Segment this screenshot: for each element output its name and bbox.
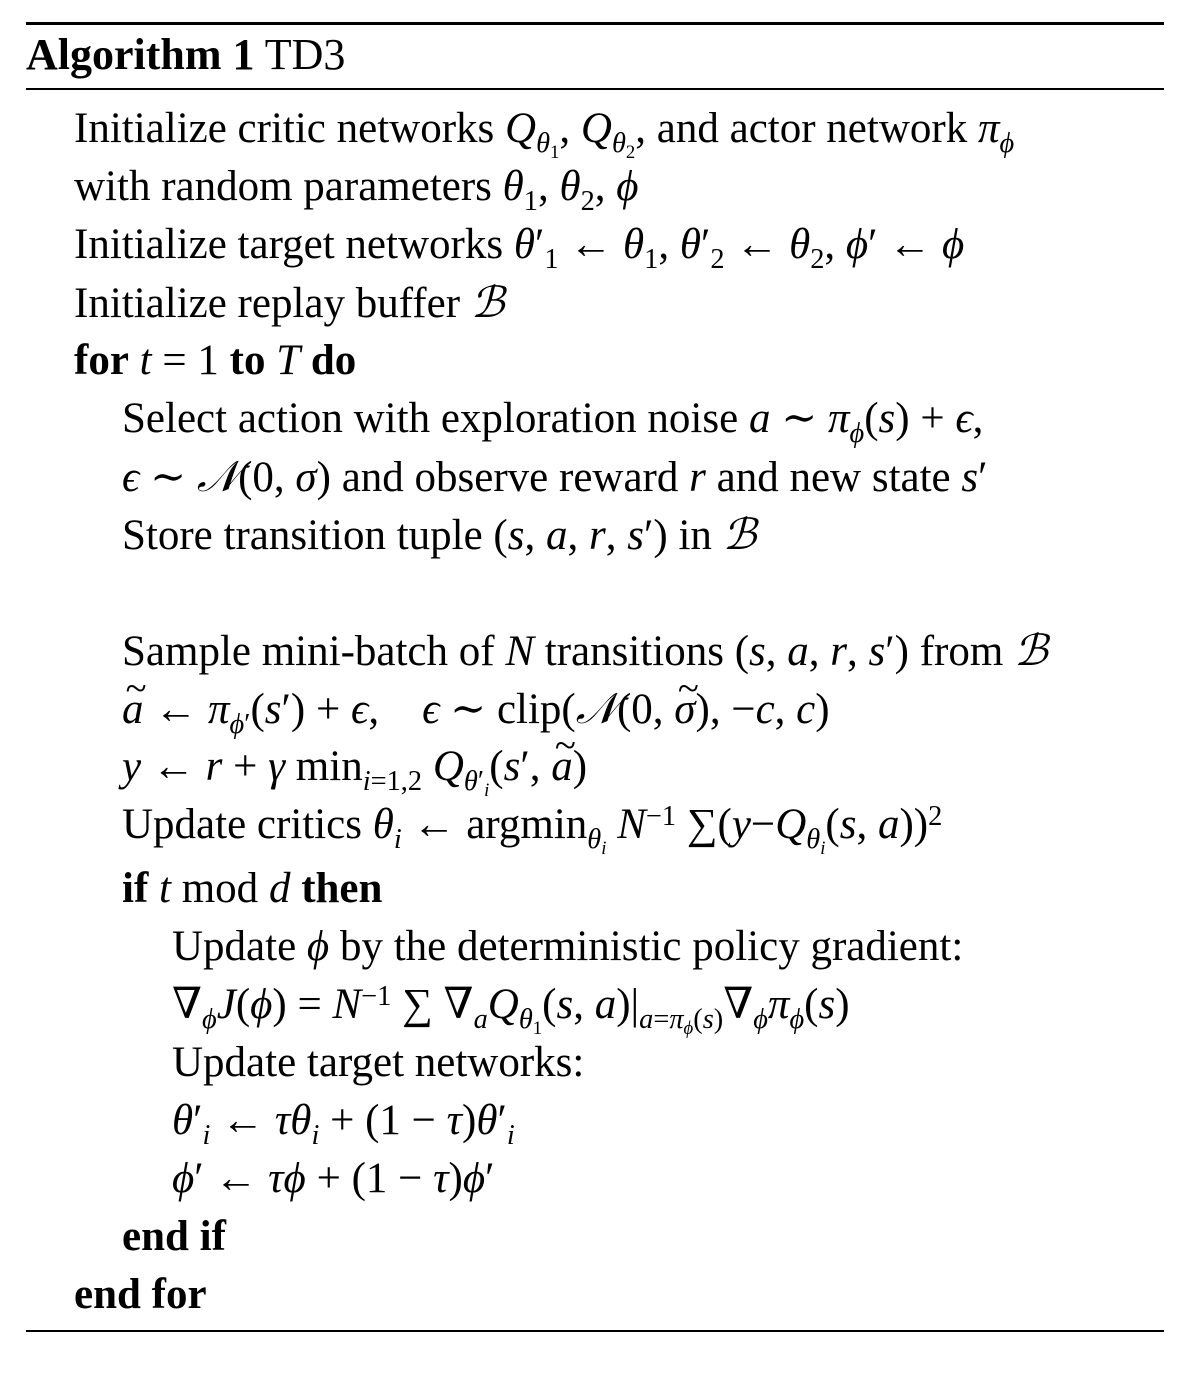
init-replay-text: Initialize replay buffer xyxy=(74,280,471,327)
init-actor-text: , and actor network xyxy=(635,105,978,152)
line-init-random: with random parameters $\theta_1$, $\theta_2$, ϕ xyxy=(74,163,639,217)
line-store: Store transition tuple (s, a, r, s′) in ℬ xyxy=(122,510,757,560)
line-sample: Sample mini-batch of N transitions (s, a, r, s′) from ℬ xyxy=(122,626,1048,676)
top-rule xyxy=(26,22,1164,25)
line-for: for t = 1 to T do xyxy=(74,337,357,384)
line-select-action: Select action with exploration noise a ∼ $\pi_\phi(s) + \epsilon$, xyxy=(122,395,984,449)
algorithm-header xyxy=(26,26,345,84)
line-target-action: ~ a ← $\pi_{\phi'}(s') + \epsilon$, ϵ ∼ clip(𝒩(0, ~ σ), −c, c) xyxy=(122,681,830,738)
update-target-text: Update target networks: xyxy=(172,1039,585,1086)
line-end-for xyxy=(74,1267,207,1323)
mod-text: mod xyxy=(181,865,259,912)
argmin-text: argmin xyxy=(466,801,588,848)
transitions-text: transitions xyxy=(534,628,735,675)
init-random-text: with random parameters xyxy=(74,163,503,210)
new-state-text: and new state xyxy=(705,454,962,501)
line-update-target xyxy=(172,1035,584,1091)
line-gradient-formula: $\nabla_\phi J(\phi) = N^{-1}$ ∑ $\nabla_aQ_{\theta_1}(s$, $a)|_{a=\pi_\phi(s)}\nabla_\phi\pi_\phi(s)$ xyxy=(172,981,850,1039)
if-keyword: if xyxy=(122,865,149,912)
min-text: min xyxy=(295,743,363,790)
do-keyword: do xyxy=(310,337,357,384)
line-init-replay: Initialize replay buffer ℬ xyxy=(74,278,505,328)
policy-gradient-text: by the deterministic policy gradient: xyxy=(329,923,964,970)
store-in-text: in xyxy=(667,512,723,559)
line-init-critic: Initialize critic networks $Q_{\theta_1}$, $Q_{\theta_2}$, and actor network $\pi_\phi$ xyxy=(74,105,1015,163)
clip-text: clip xyxy=(496,686,562,733)
line-init-target: Initialize target networks $\theta'_1$ ← $\theta_1$, $\theta'_2$ ← $\theta_2$, ϕ′ ← ϕ xyxy=(74,221,965,275)
end-if-keyword: end if xyxy=(122,1213,226,1260)
line-noise: ϵ ∼ 𝒩(0, σ) and observe reward r and new state s′ xyxy=(122,452,988,502)
for-keyword: for xyxy=(74,337,129,384)
end-for-keyword: end for xyxy=(74,1271,207,1318)
bottom-rule xyxy=(26,1330,1164,1332)
header-rule xyxy=(26,88,1164,90)
then-keyword: then xyxy=(301,865,383,912)
from-text: from xyxy=(908,628,1015,675)
line-update-critics: Update critics $\theta_i$ ← argmin$_{\theta_i}$ $N^{-1}$ $\sum(y-Q_{\theta_i}(s$, a))$^2$ xyxy=(122,801,943,859)
line-target-value: y ← r + γ $\min_{i=1,2} Q_{\theta'_i}(s'$, ~ a) xyxy=(122,739,587,795)
to-keyword: to xyxy=(229,337,266,384)
observe-reward-text: and observe reward xyxy=(330,454,690,501)
line-if: if t mod d then xyxy=(122,865,383,912)
store-text: Store transition tuple xyxy=(122,512,494,559)
init-target-text: Initialize target networks xyxy=(74,221,514,268)
init-critic-text: Initialize critic networks xyxy=(74,105,506,152)
sample-text: Sample mini-batch of xyxy=(122,628,506,675)
algorithm-name: TD3 xyxy=(264,30,346,79)
update-critics-text: Update critics xyxy=(122,801,373,848)
algorithm-label: Algorithm 1 xyxy=(26,30,255,79)
line-phi-update: ϕ′ ← τϕ + (1 − τ)ϕ′ xyxy=(172,1155,495,1202)
update-phi-text: Update xyxy=(172,923,307,970)
select-action-text: Select action with exploration noise xyxy=(122,395,749,442)
line-end-if xyxy=(122,1209,226,1265)
line-theta-update: $\theta'_i$ ← $\tau\theta_i + (1 - \tau)\theta'_i$ xyxy=(172,1097,515,1151)
line-update-phi: Update ϕ by the deterministic policy gradient: xyxy=(172,923,964,970)
